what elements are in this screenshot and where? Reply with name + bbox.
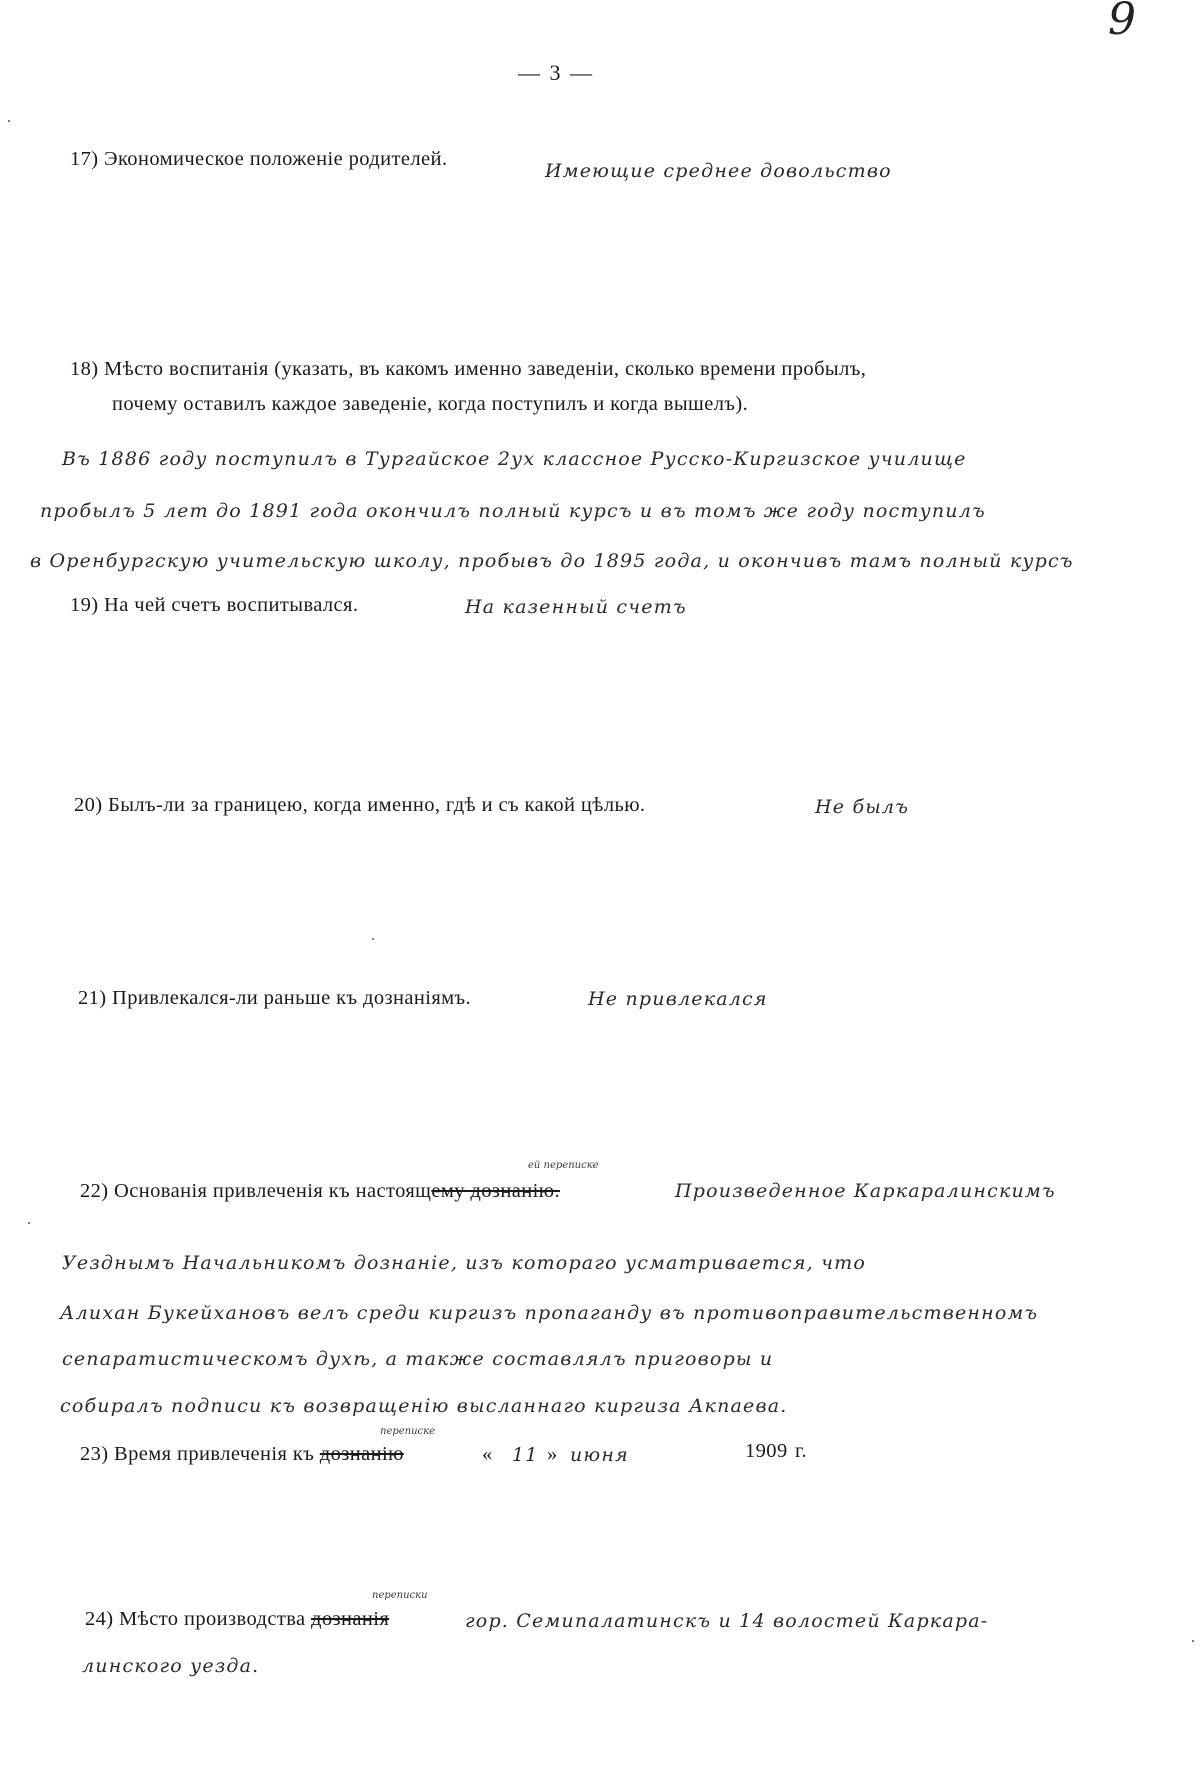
page-number: — 3 — <box>518 60 594 85</box>
item-23-year: 1909 <box>745 1440 788 1462</box>
item-22-answer-line2: Уезднымъ Начальникомъ дознанiе, изъ котораго усматривается, что <box>62 1252 867 1274</box>
item-18-label-line2: почему оставилъ каждое заведеніе, когда поступилъ и когда вышелъ). <box>112 393 749 415</box>
item-23-day: 11 <box>512 1444 539 1466</box>
item-23-label <box>80 1443 404 1466</box>
item-24-struck-word: дознанія <box>311 1608 390 1630</box>
item-21-answer: Не привлекался <box>588 988 768 1010</box>
item-20-answer: Не былъ <box>815 796 910 818</box>
item-22-inserted-word: ей переписке <box>528 1160 599 1171</box>
scan-speck <box>8 120 10 122</box>
item-23-label-text: 23) Время привлеченія къ <box>80 1443 315 1465</box>
scan-speck <box>1192 1640 1194 1642</box>
item-18-answer-line1: Въ 1886 году поступилъ в Тургайское 2ух классное Русско-Киргизское училище <box>62 448 967 470</box>
item-23-quote-open: « <box>482 1443 493 1465</box>
item-20-label: 20) Былъ-ли за границею, когда именно, гдѣ и съ какой цѣлью. <box>74 794 646 816</box>
item-19-label: 19) На чей счетъ воспитывался. <box>70 594 359 616</box>
archive-sheet-number: 9 <box>1108 0 1136 45</box>
scan-speck <box>372 938 374 940</box>
item-23-month: июня <box>570 1444 629 1466</box>
item-18-label-line1: 18) Мѣсто воспитанія (указать, въ какомъ именно заведеніи, сколько времени пробылъ, <box>70 358 867 380</box>
item-17-answer: Имеющие среднее довольство <box>545 160 892 182</box>
item-23-year-suffix: г. <box>795 1440 808 1462</box>
item-22-label <box>80 1180 560 1203</box>
item-18-answer-line3: в Оренбургскую учительскую школу, пробывъ до 1895 года, и окончивъ тамъ полный курсъ <box>30 550 1074 572</box>
item-23-quote-close: » <box>547 1443 558 1465</box>
item-24-inserted-word: переписки <box>372 1590 428 1601</box>
item-24-answer-line2: линского уезда. <box>82 1655 260 1677</box>
item-24-label-text: 24) Мѣсто производства <box>85 1608 306 1630</box>
item-24-answer-line1: гор. Семипалатинскъ и 14 волостей Каркара- <box>465 1610 989 1632</box>
item-22-answer-line1: Произведенное Каркаралинскимъ <box>675 1180 1056 1202</box>
item-23-inserted-word: переписке <box>380 1426 436 1437</box>
item-19-answer: На казенный счетъ <box>465 596 687 618</box>
item-18-answer-line2: пробылъ 5 лет до 1891 года окончилъ полный курсъ и въ томъ же году поступилъ <box>40 500 986 522</box>
item-22-answer-line5: собиралъ подписи къ возвращенiю высланнаго киргиза Акпаева. <box>60 1395 788 1417</box>
item-24-label <box>85 1608 389 1631</box>
item-22-answer-line4: сепаратистическомъ духѣ, а также составлялъ приговоры и <box>62 1348 774 1370</box>
item-22-answer-line3: Алихан Букейхановъ велъ среди киргизъ пропаганду въ противоправительственномъ <box>60 1302 1039 1324</box>
item-23-struck-word: дознанію <box>319 1443 404 1465</box>
item-22-struck-word: ему дознанію. <box>431 1180 560 1202</box>
item-22-label-text: 22) Основанія привлеченія къ настоящ <box>80 1180 432 1202</box>
scan-speck <box>28 1222 30 1224</box>
item-17-label: 17) Экономическое положеніе родителей. <box>70 148 448 170</box>
item-21-label: 21) Привлекался-ли раньше къ дознаніямъ. <box>78 987 472 1009</box>
